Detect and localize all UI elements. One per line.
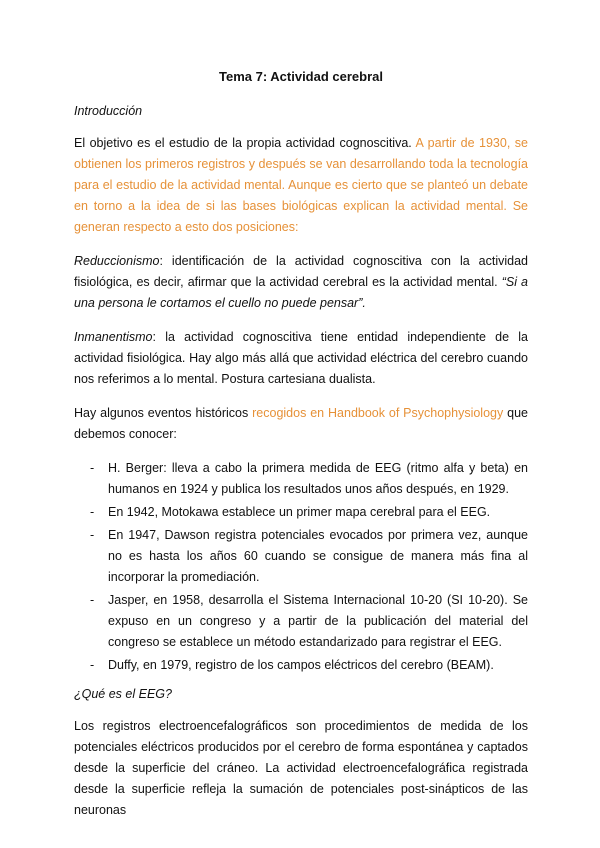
reduccionismo-text: : identificación de la actividad cognoscitiva con la actividad fisiológica, es decir, afirmar que la actividad cerebral es la actividad mental. <box>74 254 528 289</box>
reduccionismo-paragraph <box>74 251 528 314</box>
inmanentismo-paragraph <box>74 327 528 390</box>
list-item: - Jasper, en 1958, desarrolla el Sistema Internacional 10-20 (SI 10-20). Se expuso en un congreso y a partir de la publicación del material del congreso se establece un método estandarizado para registrar el EEG. <box>74 590 528 653</box>
document-title: Tema 7: Actividad cerebral <box>218 69 383 84</box>
bullet-dash: - <box>90 528 95 542</box>
bullet-dash: - <box>90 505 95 519</box>
historical-events-list <box>74 458 528 676</box>
list-item: - En 1947, Dawson registra potenciales evocados por primera vez, aunque no es hasta los años 60 cuando se consigue de manera más fina al incorporar la promediación. <box>74 525 528 588</box>
historicos-text-a: Hay algunos eventos históricos <box>74 406 249 420</box>
intro-text-black: El objetivo es el estudio de la propia actividad cognoscitiva. <box>74 136 412 150</box>
bullet-dash: - <box>90 658 95 672</box>
list-item: - Duffy, en 1979, registro de los campos eléctricos del cerebro (BEAM). <box>74 655 528 676</box>
eeg-paragraph: Los registros electroencefalográficos son procedimientos de medida de los potenciales eléctricos producidos por el cerebro de forma espontánea y captados desde la superficie del cráneo. La actividad electroencefalográfica registrada desde la superficie refleja la sumación de potenciales post-sinápticos de las neuronas <box>74 719 528 817</box>
list-item: - En 1942, Motokawa establece un primer mapa cerebral para el EEG. <box>74 502 528 523</box>
bullet-dash: - <box>90 461 95 475</box>
reduccionismo-quote: “Si a una persona le cortamos el cuello no puede pensar”. <box>74 275 529 310</box>
section-heading-introduccion: Introducción <box>74 104 143 118</box>
historicos-text-b: que debemos conocer: <box>74 406 528 441</box>
inmanentismo-text: : la actividad cognoscitiva tiene entidad independiente de la actividad fisiológica. Hay algo más allá que actividad eléctrica del cerebro cuando nos referimos a lo mental. Postura cartesiana dualista. <box>74 330 528 386</box>
historicos-paragraph <box>74 403 528 445</box>
historicos-text-highlight: recogidos en Handbook of Psychophysiology <box>252 406 504 420</box>
intro-text-highlight: A partir de 1930, se obtienen los primeros registros y después se van desarrollando toda la tecnología para el estudio de la actividad mental. Aunque es cierto que se planteó un debate en torno a la idea de si las bases biológicas explican la actividad mental. Se generan respecto a esto dos posiciones: <box>74 136 528 234</box>
section-heading-que-es-eeg: ¿Qué es el EEG? <box>74 687 172 701</box>
reduccionismo-term: Reduccionismo <box>74 254 160 268</box>
bullet-dash: - <box>90 593 95 607</box>
inmanentismo-term: Inmanentismo <box>74 330 153 344</box>
list-item: - H. Berger: lleva a cabo la primera medida de EEG (ritmo alfa y beta) en humanos en 1924 y publica los resultados unos años después, en 1929. <box>74 458 528 500</box>
intro-paragraph <box>74 133 528 238</box>
